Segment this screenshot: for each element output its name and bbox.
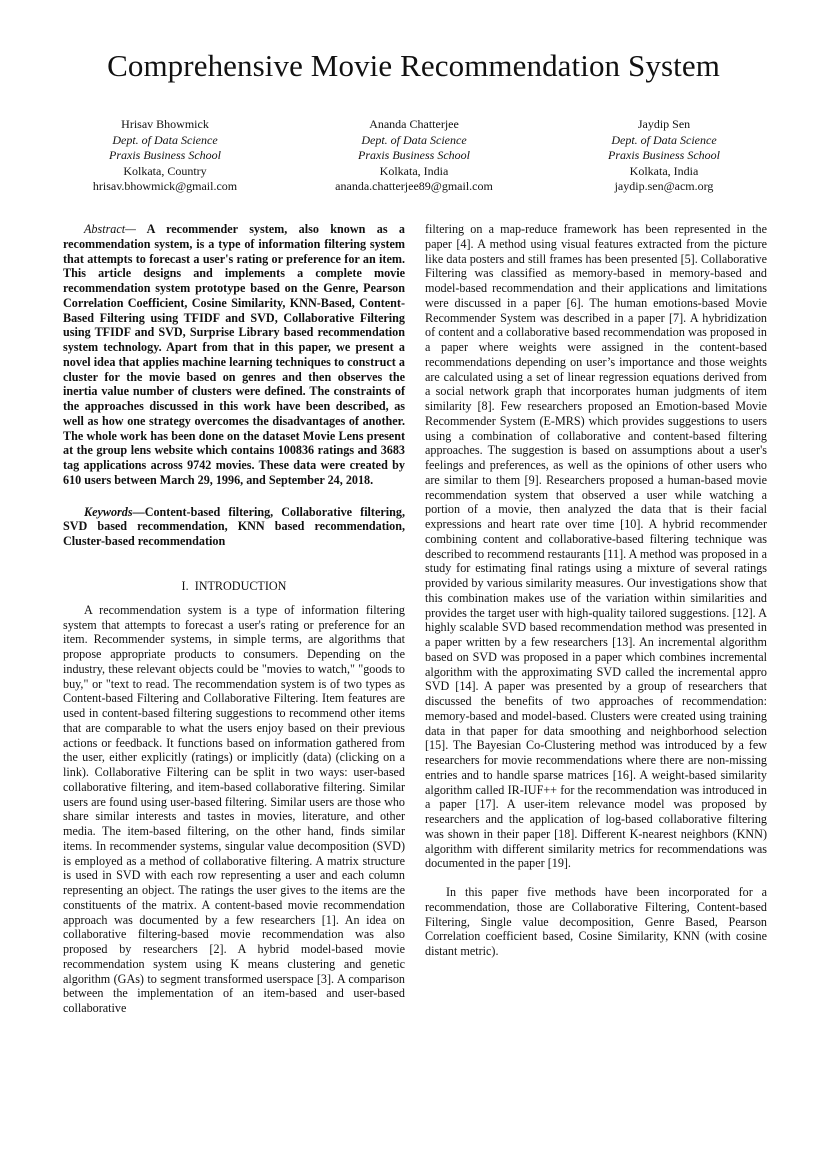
- keywords: [63, 505, 405, 549]
- paper-title: Comprehensive Movie Recommendation System: [107, 48, 720, 83]
- section-heading-introduction: [63, 579, 405, 594]
- author-dept: Dept. of Data Science: [611, 132, 717, 147]
- author-dept: Dept. of Data Science: [112, 132, 218, 147]
- intro-paragraph-methods: In this paper five methods have been incorporated for a recommendation, those are Collaborative Filtering, Content-based Filtering, Single value decomposition, Genre Based, Pearson Correlation coefficient based, Cosine Similarity, KNN (with cosine distant metric).: [425, 885, 767, 958]
- section-title-rest: NTRODUCTION: [198, 578, 287, 593]
- author-block-1: [45, 117, 285, 195]
- author-school: Praxis Business School: [358, 148, 470, 162]
- author-name: Ananda Chatterjee: [369, 117, 459, 131]
- author-email: ananda.chatterjee89@gmail.com: [335, 179, 493, 193]
- intro-paragraph-left: A recommendation system is a type of information filtering system that attempts to forecast a user's rating or preference for an item. Recommender systems, in simple terms, are algorithms that propose appropriate products to consumers. Depending on the industry, these relevant objects could be "movies to watch," "goods to buy," or "text to read. The recommendation system is of two types as Content-based Filtering and Collaborative Filtering. Item features are used in content-based filtering suggestions to recommend other items that are comparable to what the users enjoy based on their previous actions or feedback. It functions based on information gathered from the user, either explicitly (ratings) or implicitly (data) (clicking on a link). Collaborative Filtering can be split in two ways: user-based collaborative filtering, and item-based collaborative filtering. Similar users are found using user-based filtering. Similar users are those who share similar interests and tastes in movies, literature, and other media. The item-based filtering, on the other hand, finds similar items. In recommender systems, singular value decomposition (SVD) is employed as a method of collaborative filtering. A matrix structure is used in SVD with each row representing a user and each column representing an object. The ratings the user gives to the items are the constituents of the matrix. A content-based movie recommendation approach was documented by a few researchers [1]. An idea on collaborative filtering-based movie recommendation was also proposed by researchers [2]. A hybrid model-based movie recommendation system using K means clustering and genetic algorithm (GAs) to segment transformed userspace [3]. A comparison between the implementation of an item-based and user-based collaborative: [63, 602, 405, 1015]
- author-block-2: [294, 117, 534, 195]
- author-name: Jaydip Sen: [637, 117, 691, 131]
- abstract-label: Abstract—: [84, 222, 136, 236]
- author-school: Praxis Business School: [109, 148, 221, 162]
- left-column: [63, 222, 405, 1016]
- abstract: [63, 222, 405, 488]
- section-number: I.: [181, 578, 189, 593]
- author-name: Hrisav Bhowmick: [121, 117, 209, 131]
- author-location: Kolkata, India: [379, 163, 449, 178]
- abstract-text: A recommender system, also known as a recommendation system, is a type of information filtering system that attempts to forecast a user's rating or preference for an item. This article designs and implements a complete movie recommendation system prototype based on the Genre, Pearson Correlation Coefficient, Cosine Similarity, KNN-Based, Content-Based Filtering using TFIDF and SVD, Collaborative Filtering using TFIDF and SVD, Surprise Library based recommendation system technology. Apart from that in this paper, we present a novel idea that applies machine learning techniques to construct a cluster for the movie based on genres and then observes the inertia value number of clusters were defined. The constraints of the approaches discussed in this work have been described, as well as how one strategy overcomes the disadvantages of another. The whole work has been done on the dataset Movie Lens present at the group lens website which contains 100836 ratings and 3683 tag applications across 9742 movies. These data were created by 610 users between March 29, 1996, and September 24, 2018.: [63, 222, 405, 487]
- keywords-text: Content-based filtering, Collaborative filtering, SVD based recommendation, KNN based recommendation, Cluster-based recommendation: [63, 504, 405, 548]
- right-column: [425, 222, 767, 959]
- author-school: Praxis Business School: [608, 148, 720, 162]
- author-dept: Dept. of Data Science: [361, 132, 467, 147]
- author-location: Kolkata, Country: [123, 163, 207, 178]
- section-initial: I: [194, 578, 199, 593]
- keywords-label: Keywords—: [84, 504, 145, 519]
- author-location: Kolkata, India: [629, 163, 699, 178]
- intro-paragraph-right: filtering on a map-reduce framework has been represented in the paper [4]. A method using visual features extracted from the picture like data posters and still frames has been presented [5]. Collaborative Filtering was classified as memory-based in memory-based and model-based recommendation and their applications and limitations were discussed in a paper [6]. The human emotions-based Movie Recommender System was described in a paper [7]. A hybridization of content and a collaborative based recommendation was proposed in a paper where weights were assigned in the content-based recommendations depending on user’s importance and those weights are calculated using a set of linear regression equations derived from a social network graph that incorporates human judgments of item similarity [8]. Few researchers proposed an Emotion-based Movie Recommender System (E-MRS) which provides suggestions to users using a combination of collaborative and content-based filtering approaches. The suggestion is based on assumptions about a user's feelings and preferences, as well as the opinions of other users who are similar to them [9]. Researchers proposed a human-based movie recommendation system that observed a user while watching a portion of a movie, then analyzed the data that is their facial expressions and heart rate over time [10]. A hybrid recommender combining content and collaborative-based filtering technique was described to recommend restaurants [11]. A method was proposed in a study for estimating final ratings using a mixture of several ratings provided by various similarity measures. Our investigations show that this combination makes use of the variation within similarities and provides the target user with high-quality tailored suggestions. [12]. A highly scalable SVD based recommendation method was presented in a paper written by a few researchers [13]. An incremental algorithm based on SVD was proposed in a paper which combines incremental algorithm with the approximating SVD called the incremental appro SVD [14]. A paper was presented by a group of researchers that discussed the benefits of two approaches of recommendation: memory-based and model-based. Clusters were created using training data in that paper for data smoothing and neighborhood selection [15]. The Bayesian Co-Clustering method was introduced by a few researchers for movie recommendations where there are non-missing entries and to handle sparse matrices [16]. A weight-based similarity algorithm called IR-IUF++ for the recommendation was introduced in a paper [17]. A user-item relevance model was proposed by researchers and the application of log-based collaborative filtering was shown in their paper [18]. Different K-nearest neighbors (KNN) algorithm with different similarity metrics for recommendations was documented in the paper [19].: [425, 222, 767, 871]
- author-block-3: [544, 117, 784, 195]
- author-email: hrisav.bhowmick@gmail.com: [92, 179, 238, 193]
- author-email: jaydip.sen@acm.org: [614, 179, 714, 193]
